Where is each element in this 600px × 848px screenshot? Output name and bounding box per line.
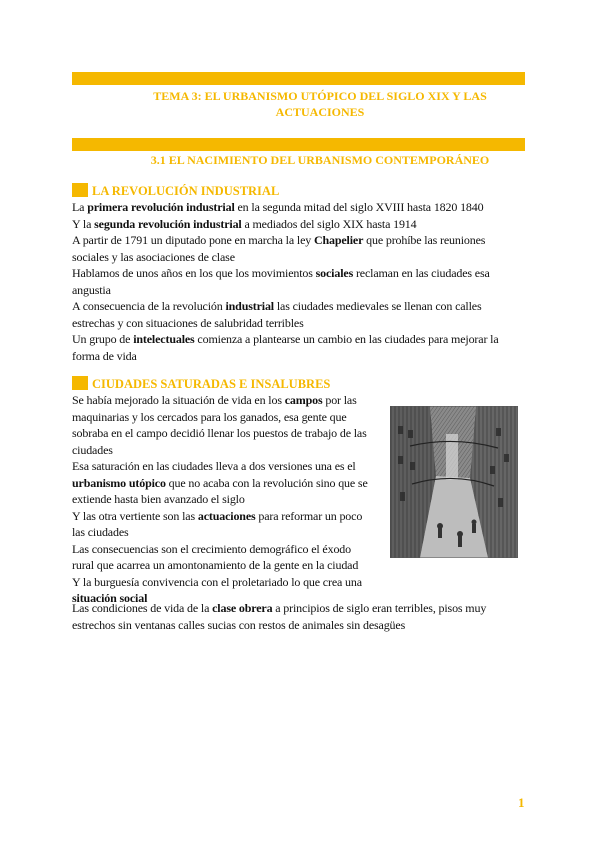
paragraph: A consecuencia de la revolución industrial las ciudades medievales se llenan con calles xyxy=(72,299,482,313)
city-engraving-image xyxy=(390,406,518,558)
subtitle-bar xyxy=(72,138,525,151)
paragraph: Y la segunda revolución industrial a mediados del siglo XIX hasta 1914 xyxy=(72,216,417,231)
page-title: TEMA 3: EL URBANISMO UTÓPICO DEL SIGLO XIX Y LAS ACTUACIONES xyxy=(153,89,487,119)
paragraph: angustia xyxy=(72,282,111,297)
paragraph: las ciudades xyxy=(72,525,129,539)
paragraph: Las consecuencias son el crecimiento demográfico el éxodo xyxy=(72,541,351,556)
paragraph: urbanismo utópico que no acaba con la revolución sino que se xyxy=(72,475,368,490)
paragraph: sociales y las asociaciones de clase xyxy=(72,249,235,264)
paragraph: rural que acarrea un amontonamiento de la gente en la ciudad xyxy=(72,558,359,572)
paragraph: Y las otra vertiente son las actuaciones para reformar un poco xyxy=(72,508,363,523)
section-heading-revolucion xyxy=(72,183,279,199)
paragraph: maquinarias y los cercados para los ganados, esa gente que xyxy=(72,409,347,424)
paragraph: sobraba en el campo decidió llenar los puestos de trabajo de las xyxy=(72,426,367,440)
section-revolucion-body xyxy=(72,199,532,364)
section-ciudades-closing xyxy=(72,600,532,633)
paragraph: Y la burguesía convivencia con el proletariado lo que crea una xyxy=(72,574,362,589)
heading-text: LA REVOLUCIÓN INDUSTRIAL xyxy=(92,184,280,198)
paragraph: A partir de 1791 un diputado pone en marcha la ley Chapelier que prohíbe las reuniones xyxy=(72,233,486,247)
paragraph: Esa saturación en las ciudades lleva a dos versiones una es el xyxy=(72,459,356,473)
paragraph: situación social xyxy=(72,591,148,605)
section-heading-ciudades xyxy=(72,376,330,392)
paragraph: Las condiciones de vida de la clase obrera a principios de siglo eran terribles, pisos muy xyxy=(72,601,487,615)
paragraph: estrechas y con situaciones de salubridad terribles xyxy=(72,315,304,330)
heading-text: CIUDADES SATURADAS E INSALUBRES xyxy=(92,377,331,391)
title-bar xyxy=(72,72,525,85)
paragraph: Un grupo de intelectuales comienza a plantearse un cambio en las ciudades para mejorar la xyxy=(72,332,499,346)
paragraph: forma de vida xyxy=(72,348,137,363)
paragraph: La primera revolución industrial en la segunda mitad del siglo XVIII hasta 1820 1840 xyxy=(72,200,484,214)
section-subtitle: 3.1 EL NACIMIENTO DEL URBANISMO CONTEMPORÁNEO xyxy=(150,153,490,167)
paragraph: Hablamos de unos años en los que los movimientos sociales reclaman en las ciudades esa xyxy=(72,266,490,280)
paragraph: Se había mejorado la situación de vida en los campos por las xyxy=(72,393,357,407)
heading-marker xyxy=(72,183,88,197)
heading-marker xyxy=(72,376,88,390)
paragraph: extiende hasta bien avanzado el siglo xyxy=(72,492,245,506)
paragraph: estrechos sin ventanas calles sucias con restos de animales sin desagües xyxy=(72,617,406,632)
page-number: 1 xyxy=(518,795,525,810)
paragraph: ciudades xyxy=(72,442,113,457)
